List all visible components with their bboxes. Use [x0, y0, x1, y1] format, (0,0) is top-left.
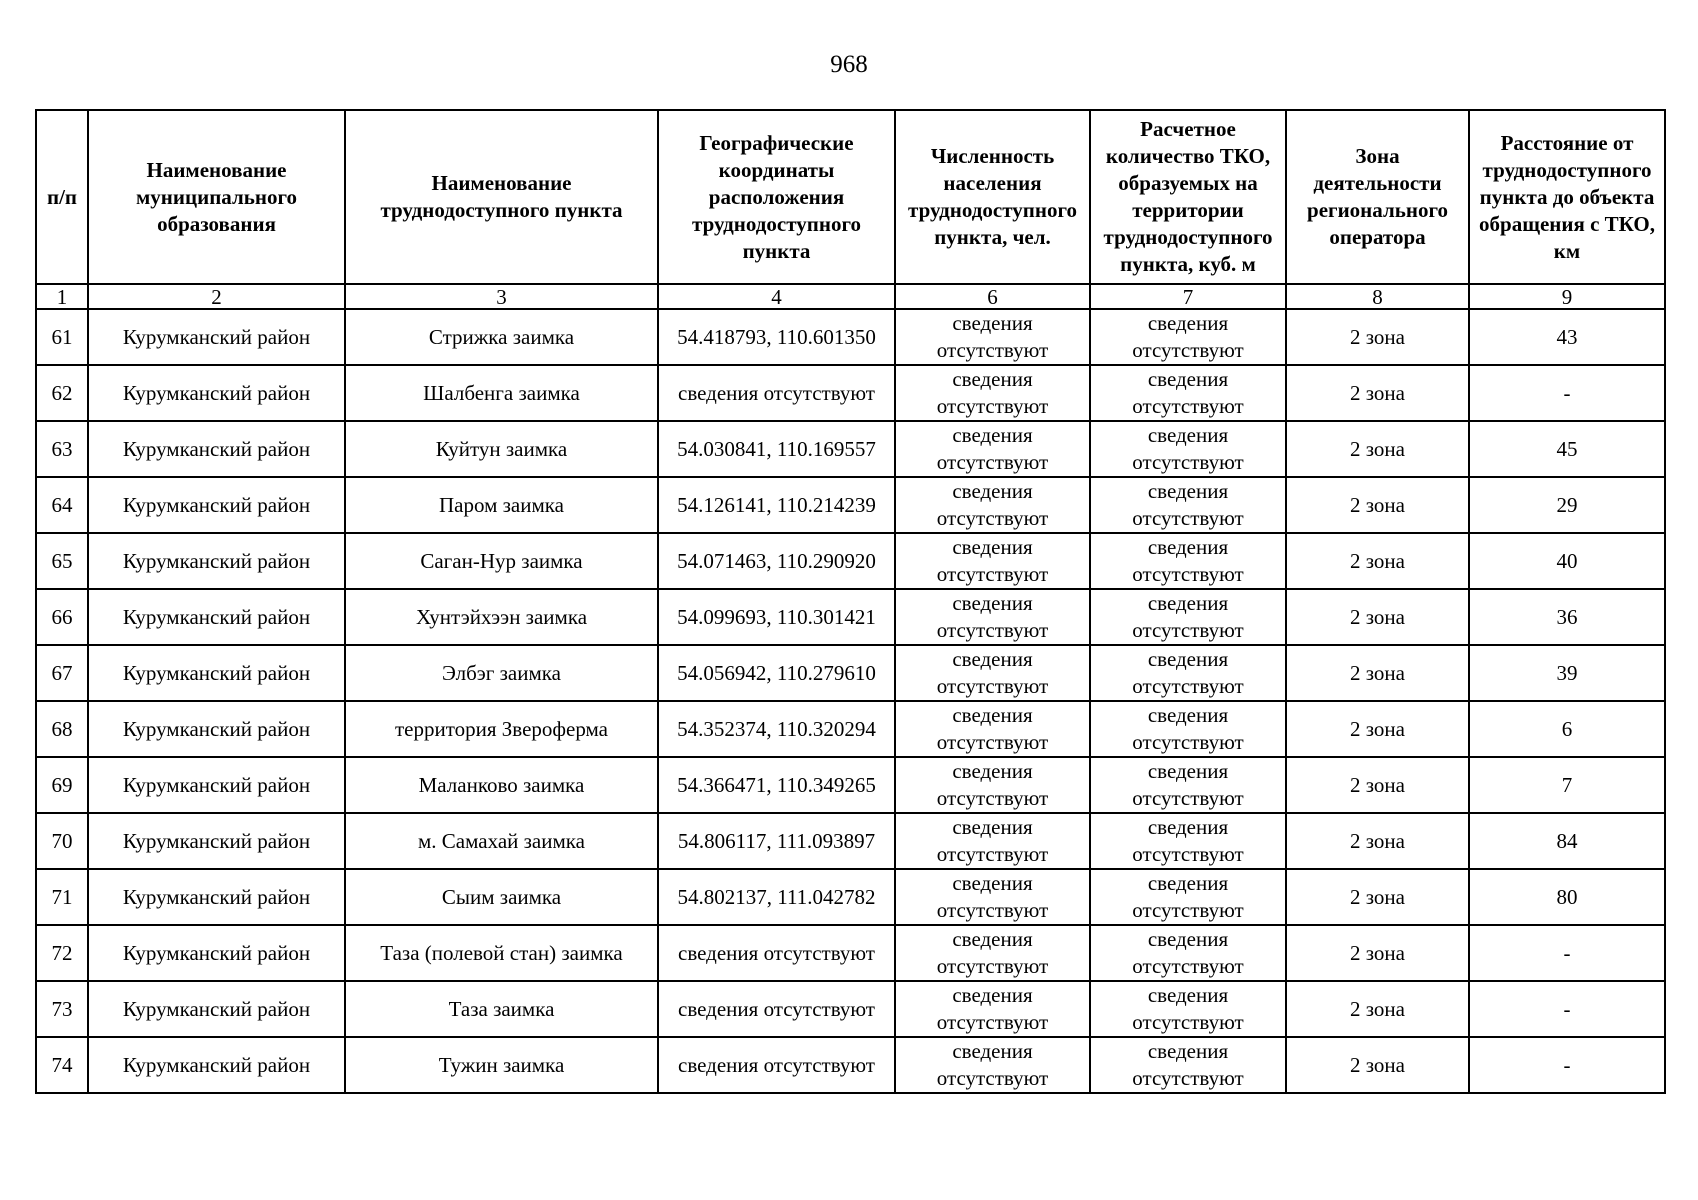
table-row: [36, 365, 1665, 421]
header-settlement: Наименование труднодоступного пункта: [345, 110, 658, 284]
row-index-cell: 72: [36, 925, 88, 981]
distance-cell: -: [1469, 981, 1665, 1037]
municipality-cell: Курумканский район: [88, 309, 345, 365]
page-number: 968: [830, 51, 868, 78]
waste-volume-cell: сведения отсутствуют: [1090, 869, 1286, 925]
settlement-cell: территория Звероферма: [345, 701, 658, 757]
distance-cell: 39: [1469, 645, 1665, 701]
coordinates-cell: 54.126141, 110.214239: [658, 477, 895, 533]
distance-cell: 80: [1469, 869, 1665, 925]
operator-zone-cell: 2 зона: [1286, 701, 1469, 757]
row-index-cell: 63: [36, 421, 88, 477]
column-number: 4: [658, 284, 895, 309]
header-municipality: Наименование муниципального образования: [88, 110, 345, 284]
settlement-cell: Сыим заимка: [345, 869, 658, 925]
coordinates-cell: 54.366471, 110.349265: [658, 757, 895, 813]
operator-zone-cell: 2 зона: [1286, 589, 1469, 645]
population-cell: сведения отсутствуют: [895, 1037, 1090, 1093]
settlements-table: [35, 109, 1666, 1094]
table-row: [36, 813, 1665, 869]
waste-volume-cell: сведения отсутствуют: [1090, 1037, 1286, 1093]
population-cell: сведения отсутствуют: [895, 533, 1090, 589]
row-index-cell: 66: [36, 589, 88, 645]
municipality-cell: Курумканский район: [88, 645, 345, 701]
operator-zone-cell: 2 зона: [1286, 869, 1469, 925]
coordinates-cell: 54.802137, 111.042782: [658, 869, 895, 925]
population-cell: сведения отсутствуют: [895, 365, 1090, 421]
municipality-cell: Курумканский район: [88, 869, 345, 925]
population-cell: сведения отсутствуют: [895, 589, 1090, 645]
row-index-cell: 65: [36, 533, 88, 589]
distance-cell: 7: [1469, 757, 1665, 813]
table-row: [36, 477, 1665, 533]
population-cell: сведения отсутствуют: [895, 701, 1090, 757]
population-cell: сведения отсутствуют: [895, 757, 1090, 813]
operator-zone-cell: 2 зона: [1286, 477, 1469, 533]
settlement-cell: Стрижка заимка: [345, 309, 658, 365]
distance-cell: 29: [1469, 477, 1665, 533]
header-operator-zone: Зона деятельности регионального оператора: [1286, 110, 1469, 284]
settlement-cell: Элбэг заимка: [345, 645, 658, 701]
column-number: 8: [1286, 284, 1469, 309]
table-row: [36, 701, 1665, 757]
settlement-cell: Хунтэйхээн заимка: [345, 589, 658, 645]
municipality-cell: Курумканский район: [88, 421, 345, 477]
row-index-cell: 69: [36, 757, 88, 813]
operator-zone-cell: 2 зона: [1286, 813, 1469, 869]
table-row: [36, 589, 1665, 645]
column-number: 9: [1469, 284, 1665, 309]
operator-zone-cell: 2 зона: [1286, 757, 1469, 813]
settlement-cell: м. Самахай заимка: [345, 813, 658, 869]
header-row: [36, 110, 1665, 284]
population-cell: сведения отсутствуют: [895, 869, 1090, 925]
settlement-cell: Таза заимка: [345, 981, 658, 1037]
row-index-cell: 70: [36, 813, 88, 869]
table-row: [36, 1037, 1665, 1093]
column-number: 6: [895, 284, 1090, 309]
waste-volume-cell: сведения отсутствуют: [1090, 533, 1286, 589]
operator-zone-cell: 2 зона: [1286, 309, 1469, 365]
waste-volume-cell: сведения отсутствуют: [1090, 421, 1286, 477]
distance-cell: 45: [1469, 421, 1665, 477]
table-row: [36, 869, 1665, 925]
table-row: [36, 645, 1665, 701]
population-cell: сведения отсутствуют: [895, 309, 1090, 365]
column-number: 7: [1090, 284, 1286, 309]
header-distance: Расстояние от труднодоступного пункта до объекта обращения с ТКО, км: [1469, 110, 1665, 284]
column-number-row: [36, 284, 1665, 309]
distance-cell: -: [1469, 365, 1665, 421]
row-index-cell: 64: [36, 477, 88, 533]
operator-zone-cell: 2 зона: [1286, 533, 1469, 589]
distance-cell: 6: [1469, 701, 1665, 757]
waste-volume-cell: сведения отсутствуют: [1090, 645, 1286, 701]
header-population: Численность населения труднодоступного пункта, чел.: [895, 110, 1090, 284]
municipality-cell: Курумканский район: [88, 1037, 345, 1093]
operator-zone-cell: 2 зона: [1286, 645, 1469, 701]
distance-cell: -: [1469, 1037, 1665, 1093]
waste-volume-cell: сведения отсутствуют: [1090, 757, 1286, 813]
distance-cell: 36: [1469, 589, 1665, 645]
table-row: [36, 309, 1665, 365]
coordinates-cell: сведения отсутствуют: [658, 925, 895, 981]
waste-volume-cell: сведения отсутствуют: [1090, 813, 1286, 869]
operator-zone-cell: 2 зона: [1286, 1037, 1469, 1093]
municipality-cell: Курумканский район: [88, 589, 345, 645]
column-number: 1: [36, 284, 88, 309]
column-number: 2: [88, 284, 345, 309]
distance-cell: 43: [1469, 309, 1665, 365]
coordinates-cell: 54.352374, 110.320294: [658, 701, 895, 757]
row-index-cell: 68: [36, 701, 88, 757]
municipality-cell: Курумканский район: [88, 533, 345, 589]
waste-volume-cell: сведения отсутствуют: [1090, 365, 1286, 421]
municipality-cell: Курумканский район: [88, 925, 345, 981]
settlement-cell: Саган-Нур заимка: [345, 533, 658, 589]
municipality-cell: Курумканский район: [88, 981, 345, 1037]
operator-zone-cell: 2 зона: [1286, 421, 1469, 477]
waste-volume-cell: сведения отсутствуют: [1090, 589, 1286, 645]
coordinates-cell: 54.418793, 110.601350: [658, 309, 895, 365]
municipality-cell: Курумканский район: [88, 757, 345, 813]
settlement-cell: Маланково заимка: [345, 757, 658, 813]
header-coordinates: Географические координаты расположения труднодоступного пункта: [658, 110, 895, 284]
header-waste-volume: Расчетное количество ТКО, образуемых на территории труднодоступного пункта, куб. м: [1090, 110, 1286, 284]
settlement-cell: Таза (полевой стан) заимка: [345, 925, 658, 981]
waste-volume-cell: сведения отсутствуют: [1090, 309, 1286, 365]
table-row: [36, 421, 1665, 477]
table-row: [36, 757, 1665, 813]
row-index-cell: 74: [36, 1037, 88, 1093]
row-index-cell: 71: [36, 869, 88, 925]
waste-volume-cell: сведения отсутствуют: [1090, 477, 1286, 533]
coordinates-cell: сведения отсутствуют: [658, 981, 895, 1037]
row-index-cell: 67: [36, 645, 88, 701]
coordinates-cell: 54.030841, 110.169557: [658, 421, 895, 477]
coordinates-cell: сведения отсутствуют: [658, 1037, 895, 1093]
municipality-cell: Курумканский район: [88, 477, 345, 533]
distance-cell: -: [1469, 925, 1665, 981]
population-cell: сведения отсутствуют: [895, 981, 1090, 1037]
row-index-cell: 61: [36, 309, 88, 365]
settlement-cell: Куйтун заимка: [345, 421, 658, 477]
population-cell: сведения отсутствуют: [895, 421, 1090, 477]
coordinates-cell: 54.071463, 110.290920: [658, 533, 895, 589]
table-body: [36, 284, 1665, 1093]
coordinates-cell: сведения отсутствуют: [658, 365, 895, 421]
header-index: п/п: [36, 110, 88, 284]
operator-zone-cell: 2 зона: [1286, 365, 1469, 421]
population-cell: сведения отсутствуют: [895, 477, 1090, 533]
table-row: [36, 925, 1665, 981]
municipality-cell: Курумканский район: [88, 701, 345, 757]
population-cell: сведения отсутствуют: [895, 645, 1090, 701]
column-number: 3: [345, 284, 658, 309]
distance-cell: 40: [1469, 533, 1665, 589]
settlement-cell: Шалбенга заимка: [345, 365, 658, 421]
row-index-cell: 73: [36, 981, 88, 1037]
municipality-cell: Курумканский район: [88, 813, 345, 869]
settlement-cell: Паром заимка: [345, 477, 658, 533]
waste-volume-cell: сведения отсутствуют: [1090, 925, 1286, 981]
operator-zone-cell: 2 зона: [1286, 981, 1469, 1037]
coordinates-cell: 54.056942, 110.279610: [658, 645, 895, 701]
waste-volume-cell: сведения отсутствуют: [1090, 981, 1286, 1037]
row-index-cell: 62: [36, 365, 88, 421]
table-row: [36, 981, 1665, 1037]
population-cell: сведения отсутствуют: [895, 925, 1090, 981]
population-cell: сведения отсутствуют: [895, 813, 1090, 869]
waste-volume-cell: сведения отсутствуют: [1090, 701, 1286, 757]
coordinates-cell: 54.099693, 110.301421: [658, 589, 895, 645]
municipality-cell: Курумканский район: [88, 365, 345, 421]
operator-zone-cell: 2 зона: [1286, 925, 1469, 981]
table-row: [36, 533, 1665, 589]
settlement-cell: Тужин заимка: [345, 1037, 658, 1093]
distance-cell: 84: [1469, 813, 1665, 869]
coordinates-cell: 54.806117, 111.093897: [658, 813, 895, 869]
